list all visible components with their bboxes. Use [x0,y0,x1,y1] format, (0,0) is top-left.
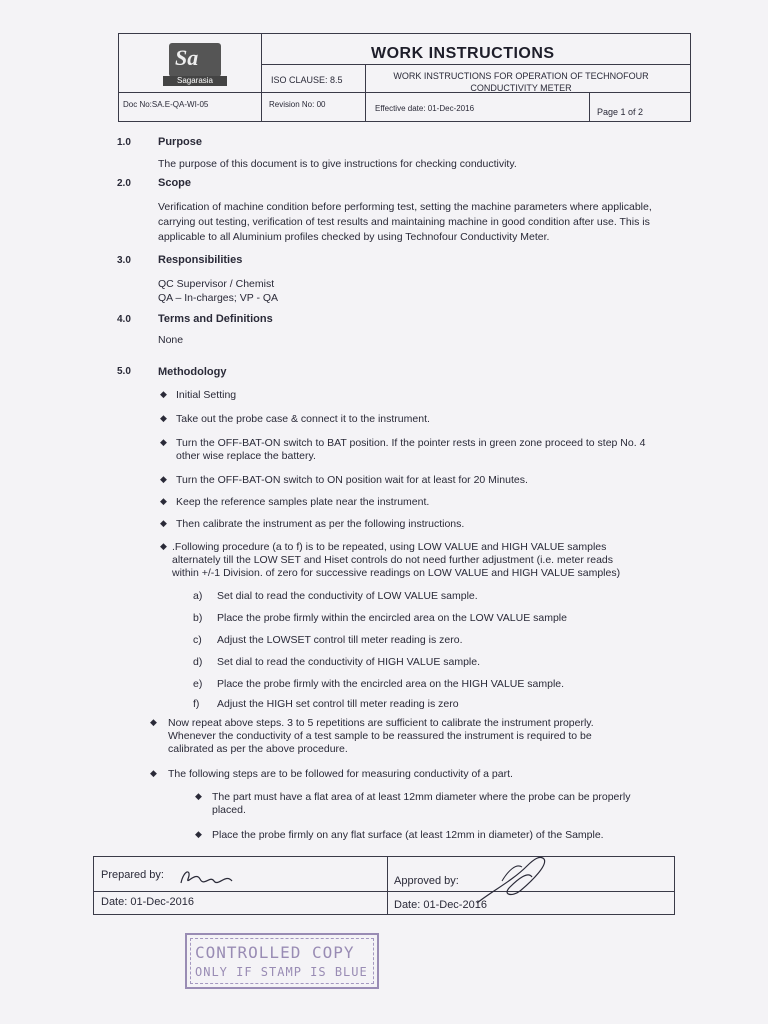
approved-date: Date: 01-Dec-2016 [394,899,487,911]
bullet-icon: ◆ [160,437,167,447]
bullet-icon: ◆ [150,717,157,727]
method-bullet-cont: Whenever the conductivity of a test sample to be reassured the instrument is required to be [168,730,592,742]
bullet-icon: ◆ [160,389,167,399]
section-heading-terms: Terms and Definitions [158,313,273,325]
scope-line: applicable to all Aluminium profiles checked by using Technofour Conductivity Meter. [158,231,550,243]
step-text: Set dial to read the conductivity of LOW VALUE sample. [217,590,478,602]
method-bullet: Now repeat above steps. 3 to 5 repetitions are sufficient to calibrate the instrument properly. [168,717,594,729]
section-heading-scope: Scope [158,177,192,189]
document-description: WORK INSTRUCTIONS FOR OPERATION OF TECHNOFOUR CONDUCTIVITY METER [393,71,649,93]
bullet-icon: ◆ [195,791,202,801]
step-label: f) [193,698,200,710]
method-bullet: Turn the OFF-BAT-ON switch to ON position wait for at least for 20 Minutes. [176,474,528,486]
method-bullet: The following steps are to be followed for measuring conductivity of a part. [168,768,513,780]
prepared-date: Date: 01-Dec-2016 [101,896,194,908]
bullet-icon: ◆ [160,474,167,484]
responsibility-line: QC Supervisor / Chemist [158,278,275,290]
step-text: Adjust the HIGH set control till meter reading is zero [217,698,459,710]
responsibility-line: QA – In-charges; VP - QA [158,292,279,304]
sub-bullet: Place the probe firmly on any flat surface (at least 12mm in diameter) of the Sample. [212,829,604,841]
document-title: WORK INSTRUCTIONS [371,45,555,62]
section-heading-responsibilities: Responsibilities [158,254,243,266]
scope-line: Verification of machine condition before performing test, setting the machine parameters where applicable, [158,201,652,213]
step-text: Place the probe firmly within the encircled area on the LOW VALUE sample [217,612,567,624]
approved-by-label: Approved by: [394,875,459,887]
prepared-by-label: Prepared by: [101,869,164,881]
iso-clause: ISO CLAUSE: 8.5 [271,75,343,85]
signature-table [93,856,675,915]
purpose-text: The purpose of this document is to give instructions for checking conductivity. [158,158,517,170]
step-label: b) [193,612,203,624]
section-number: 3.0 [117,255,131,266]
method-bullet: .Following procedure (a to f) is to be repeated, using LOW VALUE and HIGH VALUE samples [172,541,607,553]
controlled-copy-stamp: CONTROLLED COPY ONLY IF STAMP IS BLUE [185,933,379,989]
preparer-signature [176,865,236,891]
company-logo: Sa Sagarasia [163,43,227,85]
bullet-icon: ◆ [195,829,202,839]
method-bullet-cont: alternately till the LOW SET and Hiset controls do not need further adjustment (i.e. meter reads [172,554,614,566]
bullet-icon: ◆ [150,768,157,778]
effective-date: Effective date: 01-Dec-2016 [375,104,475,113]
step-text: Adjust the LOWSET control till meter reading is zero. [217,634,463,646]
scope-line: carrying out testing, verification of test results and maintaining machine in good condition after use. This is [158,216,650,228]
section-heading-methodology: Methodology [158,366,227,378]
terms-text: None [158,334,184,346]
method-bullet: Initial Setting [176,389,237,401]
bullet-icon: ◆ [160,496,167,506]
section-number: 5.0 [117,366,131,377]
sub-bullet-cont: placed. [212,804,246,816]
section-number: 1.0 [117,137,131,148]
section-heading-purpose: Purpose [158,136,203,148]
section-number: 4.0 [117,314,131,325]
method-bullet: Take out the probe case & connect it to the instrument. [176,413,430,425]
step-label: e) [193,678,203,690]
page-number: Page 1 of 2 [597,107,644,117]
step-text: Set dial to read the conductivity of HIGH VALUE sample. [217,656,481,668]
section-number: 2.0 [117,178,131,189]
method-bullet: Then calibrate the instrument as per the following instructions. [176,518,465,530]
method-bullet-cont: other wise replace the battery. [176,450,316,462]
step-label: d) [193,656,203,668]
header-table [118,33,691,122]
step-text: Place the probe firmly with the encircled area on the HIGH VALUE sample. [217,678,565,690]
sub-bullet: The part must have a flat area of at least 12mm diameter where the probe can be properly [212,791,631,803]
method-bullet-cont: calibrated as per the above procedure. [168,743,348,755]
doc-number: Doc No:SA.E-QA-WI-05 [123,100,209,109]
bullet-icon: ◆ [160,413,167,423]
bullet-icon: ◆ [160,518,167,528]
method-bullet-cont: within +/-1 Division. of zero for successive readings on LOW VALUE and HIGH VALUE samples) [172,567,621,579]
step-label: c) [193,634,202,646]
method-bullet: Turn the OFF-BAT-ON switch to BAT position. If the pointer rests in green zone proceed to step No. 4 [176,437,646,449]
method-bullet: Keep the reference samples plate near the instrument. [176,496,430,508]
bullet-icon: ◆ [160,541,167,551]
revision-number: Revision No: 00 [269,100,326,109]
step-label: a) [193,590,203,602]
